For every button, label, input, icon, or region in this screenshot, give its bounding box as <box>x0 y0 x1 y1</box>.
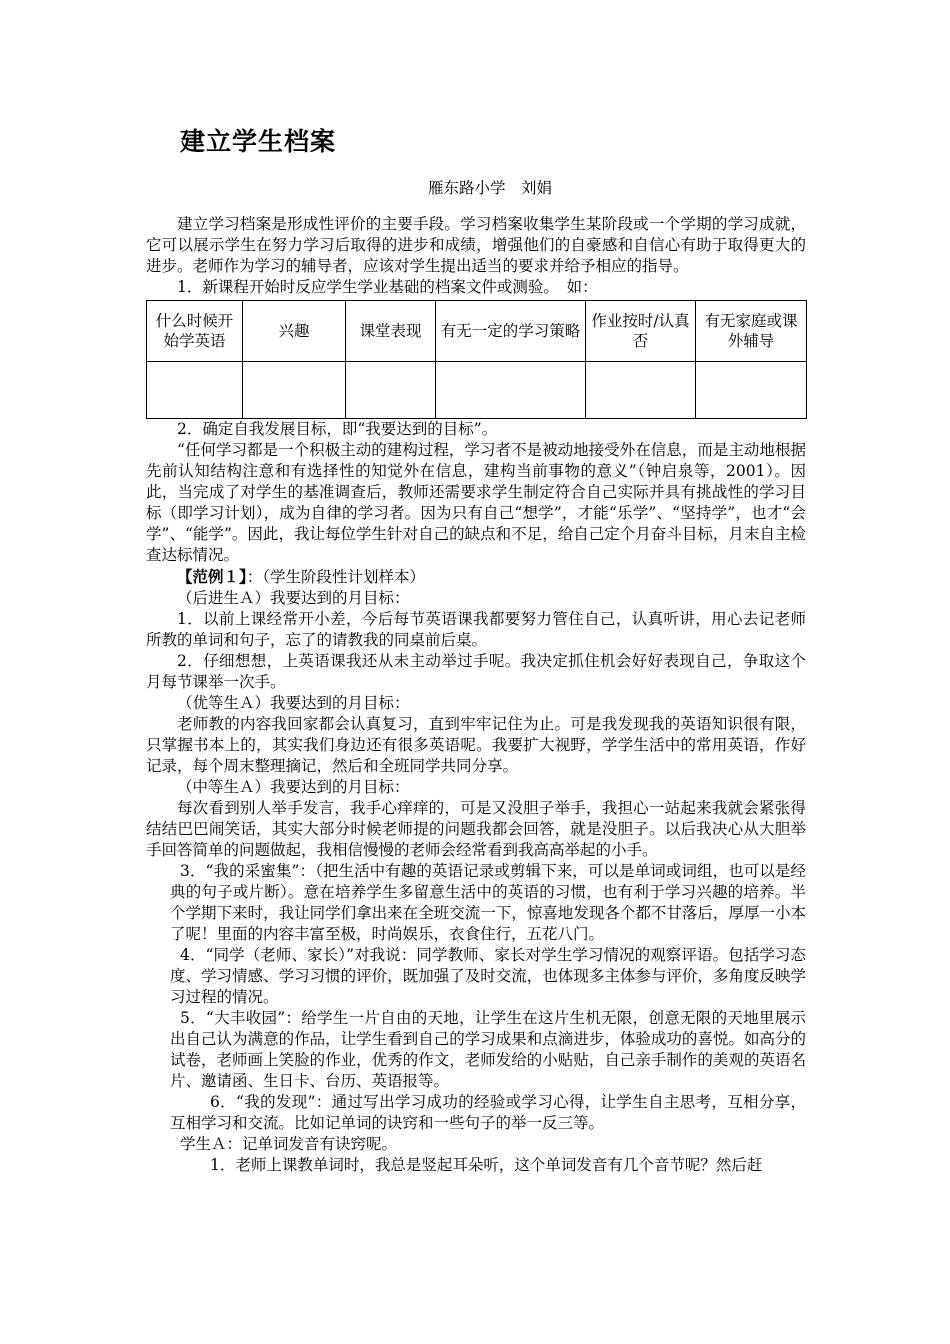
back-goal-2: 2．仔细想想，上英语课我还从未主动举过手呢。我决定抓住机会好好表现自己，争取这个月每节课举一次手。 <box>146 652 806 691</box>
archive-table-empty-row <box>147 362 807 419</box>
item-6-paragraph: 6．“我的发现”：通过写出学习成功的经验或学习心得，让学生自主思考，互相分享，互相学习和交流。比如记单词的诀窍和一些句子的举一反三等。 <box>170 1093 806 1132</box>
student-tip-label: 学生Ａ：记单词发音有诀窍呢。 <box>180 1135 398 1153</box>
item-3-paragraph: 3．“我的采蜜集”：（把生活中有趣的英语记录或剪辑下来，可以是单词或词组，也可以是经典的句子或片断）。意在培养学生多留意生活中的英语的习惯，也有利于学习兴趣的培养。半个学期下来时，我让同学们拿出来在全班交流一下，惊喜地发现各个都不甘落后，厚厚一小本了呢！里面的内容丰富至极，时尚娱乐，衣食住行，五花八门。 <box>170 862 806 943</box>
back-goal-1: 1．以前上课经常开小差，今后每节英语课我都要努力管住自己，认真听讲，用心去记老师所教的单词和句子，忘了的请教我的同桌前后桌。 <box>146 610 806 649</box>
student-mid-label: （中等生Ａ）我要达到的月目标： <box>177 778 410 796</box>
item-4-paragraph: 4．“同学（老师、家长）”对我说：同学教师、家长对学生学习情况的观察评语。包括学习态度、学习情感、学习习惯的评价，既加强了及时交流，也体现多主体参与评价，多角度反映学习过程的情况。 <box>170 946 806 1006</box>
author-line: 雁东路小学 刘娟 <box>428 179 553 197</box>
table-cell <box>243 362 346 419</box>
intro-paragraph: 建立学习档案是形成性评价的主要手段。学习档案收集学生某阶段或一个学期的学习成就，它可以展示学生在努力学习后取得的进步和成绩，增强他们的自豪感和自信心有助于取得更大的进步。老师作为学习的辅导者，应该对学生提出适当的要求并给予相应的指导。 <box>146 215 806 275</box>
mid-goal: 每次看到别人举手发言，我手心痒痒的，可是又没胆子举手，我担心一站起来我就会紧张得结结巴巴闹笑话，其实大部分时候老师提的问题我都会回答，就是没胆子。以后我决心从大胆举手回答简单的问题做起，我相信慢慢的老师会经常看到我高高举起的小手。 <box>146 799 806 859</box>
item-5-paragraph: 5．“大丰收园”：给学生一片自由的天地，让学生在这片生机无限，创意无限的天地里展示出自己认为满意的作品，让学生看到自己的学习成果和点滴进步，体验成功的喜悦。如高分的试卷，老师画上笑脸的作业，优秀的作文，老师发给的小贴贴，自己亲手制作的美观的英语名片、邀请函、生日卡、台历、英语报等。 <box>170 1009 806 1090</box>
table-header-cell: 作业按时/认真否 <box>586 301 696 362</box>
table-cell <box>586 362 696 419</box>
document-title: 建立学生档案 <box>180 127 337 156</box>
table-cell <box>696 362 807 419</box>
item-1-heading: 1．新课程开始时反应学生学业基础的档案文件或测验。 如： <box>177 278 598 296</box>
table-cell <box>346 362 436 419</box>
table-header-cell: 有无一定的学习策略 <box>436 301 586 362</box>
archive-table-header-row <box>147 301 807 362</box>
table-header-cell: 有无家庭或课外辅导 <box>696 301 807 362</box>
table-header-cell: 什么时候开始学英语 <box>147 301 243 362</box>
student-back-label: （后进生Ａ）我要达到的月目标： <box>177 589 410 607</box>
table-cell <box>147 362 243 419</box>
document-body <box>146 214 806 1176</box>
table-header-cell: 兴趣 <box>243 301 346 362</box>
quote-paragraph: “任何学习都是一个积极主动的建构过程，学习者不是被动地接受外在信息，而是主动地根据先前认知结构注意和有选择性的知觉外在信息，建构当前事物的意义”（钟启泉等，2001）。因此，当完成了对学生的基准调查后，教师还需要求学生制定符合自己实际并具有挑战性的学习目标（即学习计划），成为自律的学习者。因为只有自己“想学”，才能“乐学”、“坚持学”，也才“会学”、“能学”。因此，我让每位学生针对自己的缺点和不足，给自己定个月奋斗目标，月末自主检查达标情况。 <box>146 441 806 564</box>
table-header-cell: 课堂表现 <box>346 301 436 362</box>
top-goal: 老师教的内容我回家都会认真复习，直到牢牢记住为止。可是我发现我的英语知识很有限，只掌握书本上的，其实我们身边还有很多英语呢。我要扩大视野，学学生活中的常用英语，作好记录，每个周末整理摘记，然后和全班同学共同分享。 <box>146 715 806 775</box>
student-top-label: （优等生Ａ）我要达到的月目标： <box>177 694 410 712</box>
table-cell <box>436 362 586 419</box>
item-2-heading: 2．确定自我发展目标，即“我要达到的目标”。 <box>177 420 498 438</box>
example-subtitle: ：（学生阶段性计划样本） <box>246 568 426 586</box>
tip-1-paragraph: 1．老师上课教单词时，我总是竖起耳朵听，这个单词发音有几个音节呢？然后赶 <box>210 1156 763 1174</box>
example-label: 【范例１】 <box>177 567 247 586</box>
example-heading <box>146 566 806 588</box>
archive-table <box>146 300 807 419</box>
